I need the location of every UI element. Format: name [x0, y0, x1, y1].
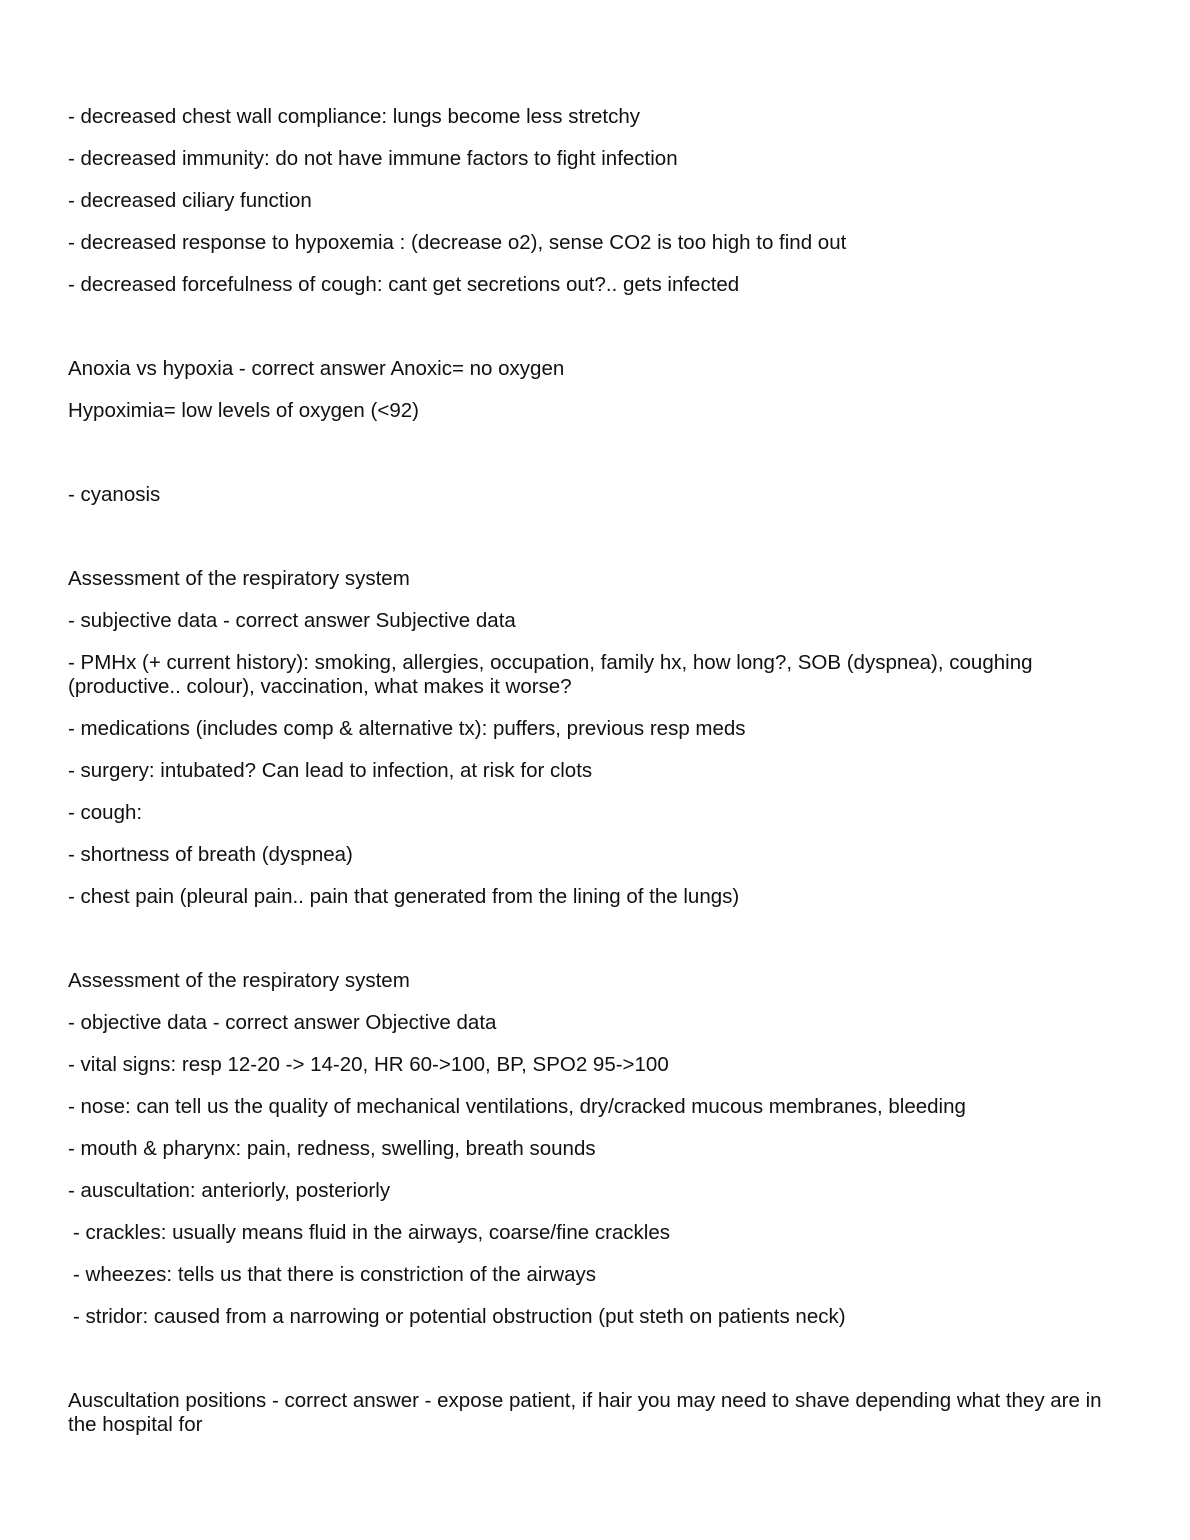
document-page	[68, 105, 1128, 1455]
text-line: - chest pain (pleural pain.. pain that generated from the lining of the lungs)	[68, 885, 740, 908]
text-line: - cyanosis	[68, 483, 161, 506]
text-line: Anoxia vs hypoxia - correct answer Anoxic= no oxygen	[68, 357, 565, 380]
section-objective-assessment	[68, 969, 1128, 1329]
section-anoxia-hypoxia	[68, 357, 1128, 423]
text-line: Hypoximia= low levels of oxygen (<92)	[68, 399, 419, 422]
text-line: - wheezes: tells us that there is constriction of the airways	[73, 1263, 596, 1286]
text-line: - crackles: usually means fluid in the airways, coarse/fine crackles	[73, 1221, 671, 1244]
text-line: - decreased response to hypoxemia : (decrease o2), sense CO2 is too high to find out	[68, 231, 847, 254]
text-line: - cough:	[68, 801, 143, 824]
text-line: - surgery: intubated? Can lead to infection, at risk for clots	[68, 759, 593, 782]
text-line: Auscultation positions - correct answer - expose patient, if hair you may need to shave depending what they are in the hospital for	[68, 1389, 1102, 1436]
section-gap	[68, 525, 1128, 567]
section-gap	[68, 927, 1128, 969]
text-line: - shortness of breath (dyspnea)	[68, 843, 353, 866]
section-gap	[68, 441, 1128, 483]
text-line: - stridor: caused from a narrowing or potential obstruction (put steth on patients neck)	[73, 1305, 846, 1328]
text-line: - vital signs: resp 12-20 -> 14-20, HR 60->100, BP, SPO2 95->100	[68, 1053, 669, 1076]
section-gap	[68, 1347, 1128, 1389]
text-line: - medications (includes comp & alternative tx): puffers, previous resp meds	[68, 717, 746, 740]
text-line: - nose: can tell us the quality of mechanical ventilations, dry/cracked mucous membranes, bleeding	[68, 1095, 966, 1118]
text-line: - decreased forcefulness of cough: cant get secretions out?.. gets infected	[68, 273, 740, 296]
text-line: Assessment of the respiratory system	[68, 567, 410, 590]
text-line: - decreased immunity: do not have immune factors to fight infection	[68, 147, 678, 170]
text-line: - decreased chest wall compliance: lungs become less stretchy	[68, 105, 640, 128]
text-line: - decreased ciliary function	[68, 189, 312, 212]
text-line: - mouth & pharynx: pain, redness, swelling, breath sounds	[68, 1137, 596, 1160]
text-line: Assessment of the respiratory system	[68, 969, 410, 992]
section-gap	[68, 315, 1128, 357]
text-line: - PMHx (+ current history): smoking, allergies, occupation, family hx, how long?, SOB (dyspnea), coughing (productive.. colour), vaccination, what makes it worse?	[68, 651, 1033, 698]
section-auscultation-positions	[68, 1389, 1128, 1437]
section-cyanosis	[68, 483, 1128, 507]
text-line: - auscultation: anteriorly, posteriorly	[68, 1179, 391, 1202]
section-subjective-assessment	[68, 567, 1128, 909]
text-line: - objective data - correct answer Objective data	[68, 1011, 497, 1034]
text-line: - subjective data - correct answer Subjective data	[68, 609, 516, 632]
section-age-changes	[68, 105, 1128, 297]
